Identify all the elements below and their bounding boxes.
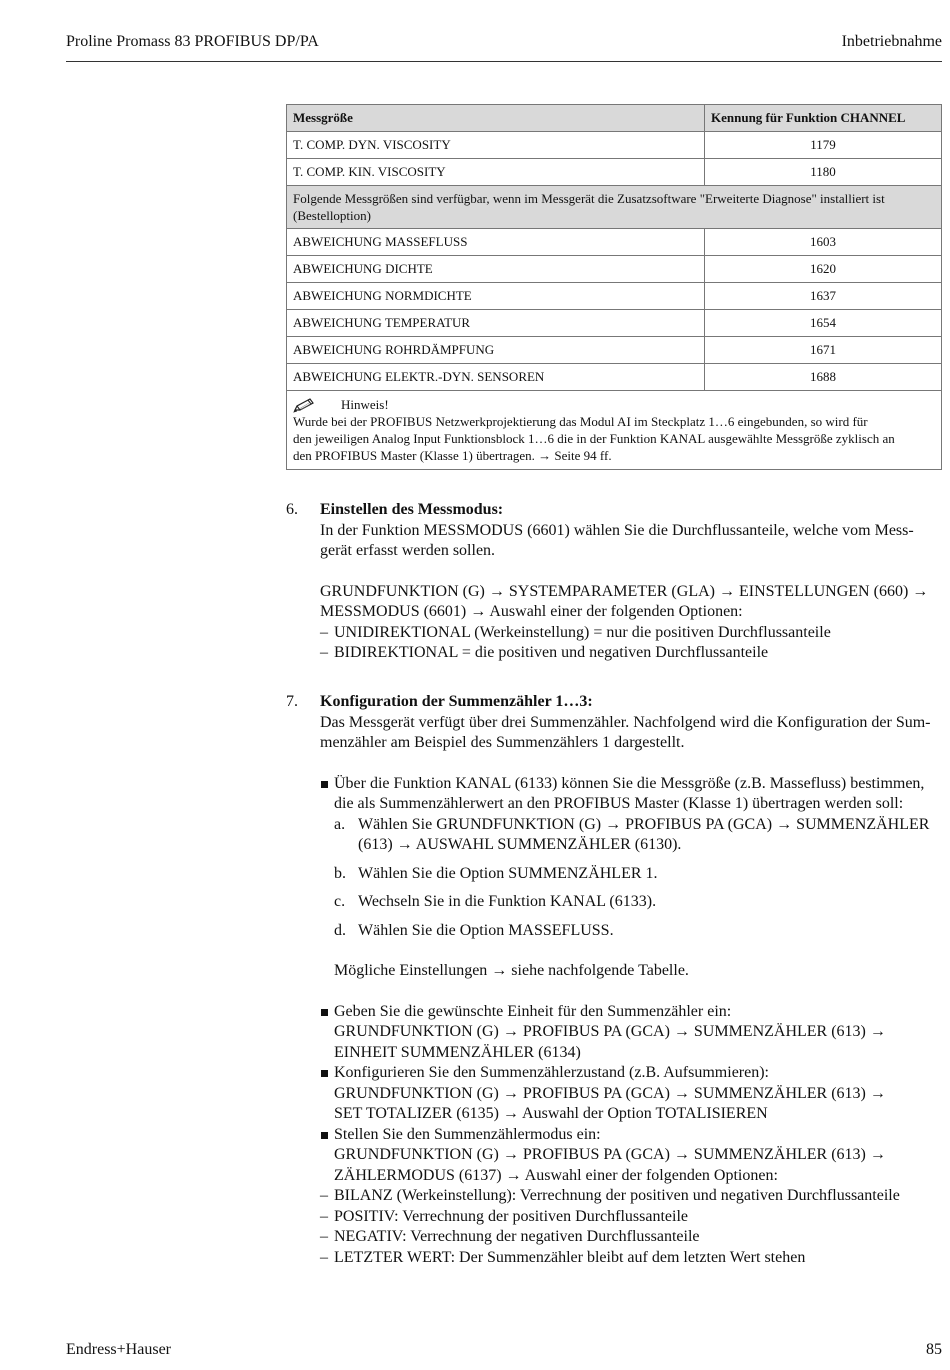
measurement-table (286, 104, 942, 470)
cell-id: 1654 (705, 310, 942, 337)
header-title: Proline Promass 83 PROFIBUS DP/PA (66, 33, 319, 50)
sub-step: a. Wählen Sie GRUNDFUNKTION (G) → PROFIBUS PA (GCA) → SUMMENZÄHLER (613) → AUSWAHL SUMMENZÄHLER (6130). (334, 815, 930, 853)
step-number: 7. (286, 693, 298, 710)
cell-id: 1180 (705, 159, 942, 186)
col-header-kennung: Kennung für Funktion CHANNEL (705, 105, 942, 132)
cell-id: 1620 (705, 256, 942, 283)
hint-row (287, 391, 942, 470)
menu-path: MESSMODUS (6601) → Auswahl einer der folgenden Optionen: (320, 603, 743, 620)
cell-name: T. COMP. DYN. VISCOSITY (287, 132, 705, 159)
possible-settings: Mögliche Einstellungen → siehe nachfolgende Tabelle. (334, 962, 689, 979)
cell-name: ABWEICHUNG ROHRDÄMPFUNG (287, 337, 705, 364)
step-number: 6. (286, 501, 298, 518)
table-header-row (287, 105, 942, 132)
table-row (287, 132, 942, 159)
cell-name: ABWEICHUNG MASSEFLUSS (287, 229, 705, 256)
bullet-item: Stellen Sie den Summenzählermodus ein: GRUNDFUNKTION (G) → PROFIBUS PA (GCA) → SUMMENZÄHLER (613) → ZÄHLERMODUS (6137) → Auswahl einer der folgenden Optionen: (320, 1125, 942, 1187)
hint-line: den jeweiligen Analog Input Funktionsblock 1…6 die in der Funktion KANAL ausgewählte Messgröße zyklisch an (293, 431, 895, 446)
step-title: Einstellen des Messmodus: (320, 501, 504, 518)
table-row (287, 159, 942, 186)
mode-option: – POSITIV: Verrechnung der positiven Durchflussanteile (320, 1207, 688, 1225)
cell-id: 1688 (705, 364, 942, 391)
hint-line: den PROFIBUS Master (Klasse 1) übertragen. → Seite 94 ff. (293, 448, 612, 463)
cell-name: ABWEICHUNG NORMDICHTE (287, 283, 705, 310)
sub-step: b. Wählen Sie die Option SUMMENZÄHLER 1. (334, 864, 658, 882)
text-line: Das Messgerät verfügt über drei Summenzähler. Nachfolgend wird die Konfiguration der Sum- (320, 713, 931, 731)
text-line: gerät erfasst werden sollen. (320, 542, 496, 559)
page-header (66, 33, 942, 62)
col-header-messgroesse: Messgröße (287, 105, 705, 132)
footer-company: Endress+Hauser (66, 1341, 171, 1358)
mode-option: – LETZTER WERT: Der Summenzähler bleibt auf dem letzten Wert stehen (320, 1248, 806, 1266)
option-item: – UNIDIREKTIONAL (Werkeinstellung) = nur die positiven Durchflussanteile (320, 623, 831, 641)
hint-cell (287, 391, 942, 470)
menu-path: GRUNDFUNKTION (G) → SYSTEMPARAMETER (GLA) → EINSTELLUNGEN (660) → (320, 582, 929, 600)
hint-title: Hinweis! (341, 397, 389, 412)
cell-name: ABWEICHUNG ELEKTR.-DYN. SENSOREN (287, 364, 705, 391)
cell-id: 1179 (705, 132, 942, 159)
bullet-item: Konfigurieren Sie den Summenzählerzustand (z.B. Aufsummieren): GRUNDFUNKTION (G) → PROFIBUS PA (GCA) → SUMMENZÄHLER (613) → SET TOTALIZER (6135) → Auswahl der Option TOTALISIEREN (320, 1063, 942, 1125)
option-item: – BIDIREKTIONAL = die positiven und negativen Durchflussanteile (320, 644, 769, 661)
cell-name: T. COMP. KIN. VISCOSITY (287, 159, 705, 186)
table-row (287, 364, 942, 391)
table-row (287, 310, 942, 337)
mode-option: – NEGATIV: Verrechnung der negativen Durchflussanteile (320, 1228, 700, 1245)
group-note: Folgende Messgrößen sind verfügbar, wenn im Messgerät die Zusatzsoftware "Erweiterte Diagnose" installiert ist (Bestelloption) (287, 186, 942, 229)
step-title: Konfiguration der Summenzähler 1…3: (320, 693, 593, 710)
cell-id: 1671 (705, 337, 942, 364)
text-line: menzähler am Beispiel des Summenzählers 1 dargestellt. (320, 734, 685, 751)
mode-option: – BILANZ (Werkeinstellung): Verrechnung der positiven und negativen Durchflussanteile (320, 1187, 900, 1204)
step-7 (286, 692, 942, 1268)
table-row (287, 229, 942, 256)
cell-id: 1637 (705, 283, 942, 310)
cell-id: 1603 (705, 229, 942, 256)
step-6 (286, 500, 942, 664)
table-row (287, 337, 942, 364)
bullet-item: Geben Sie die gewünschte Einheit für den Summenzähler ein: GRUNDFUNKTION (G) → PROFIBUS PA (GCA) → SUMMENZÄHLER (613) → EINHEIT SUMMENZÄHLER (6134) (320, 1002, 942, 1064)
group-note-row (287, 186, 942, 229)
sub-step: c. Wechseln Sie in die Funktion KANAL (6133). (334, 893, 657, 910)
bullet-item: Über die Funktion KANAL (6133) können Sie die Messgröße (z.B. Massefluss) bestimmen, die als Summenzählerwert an den PROFIBUS Master (Klasse 1) übertragen werden soll: a. Wählen Sie GRUNDFUNKTION (G) → PROFIBUS PA (GCA) → SUMMENZÄHLER (613) → AUSWAHL SUMMENZÄHLER (6130). b. Wählen Sie die Option SUMMENZÄHLER 1. c. Wechseln Sie in die Funktion KANAL (6133). d. Wählen Sie die Option MASSEFLUSS. Mögliche Einstellungen → siehe nachfolgende Tabelle. (320, 774, 942, 982)
pencil-icon (293, 397, 317, 413)
table-row (287, 256, 942, 283)
hint-line: Wurde bei der PROFIBUS Netzwerkprojektierung das Modul AI im Steckplatz 1…6 eingebunden, so wird für (293, 414, 868, 429)
text-line: In der Funktion MESSMODUS (6601) wählen Sie die Durchflussanteile, welche vom Mess- (320, 521, 914, 539)
cell-name: ABWEICHUNG TEMPERATUR (287, 310, 705, 337)
header-section: Inbetriebnahme (841, 33, 942, 50)
cell-name: ABWEICHUNG DICHTE (287, 256, 705, 283)
sub-step: d. Wählen Sie die Option MASSEFLUSS. (334, 921, 614, 939)
table-row (287, 283, 942, 310)
page-number: 85 (926, 1341, 942, 1358)
